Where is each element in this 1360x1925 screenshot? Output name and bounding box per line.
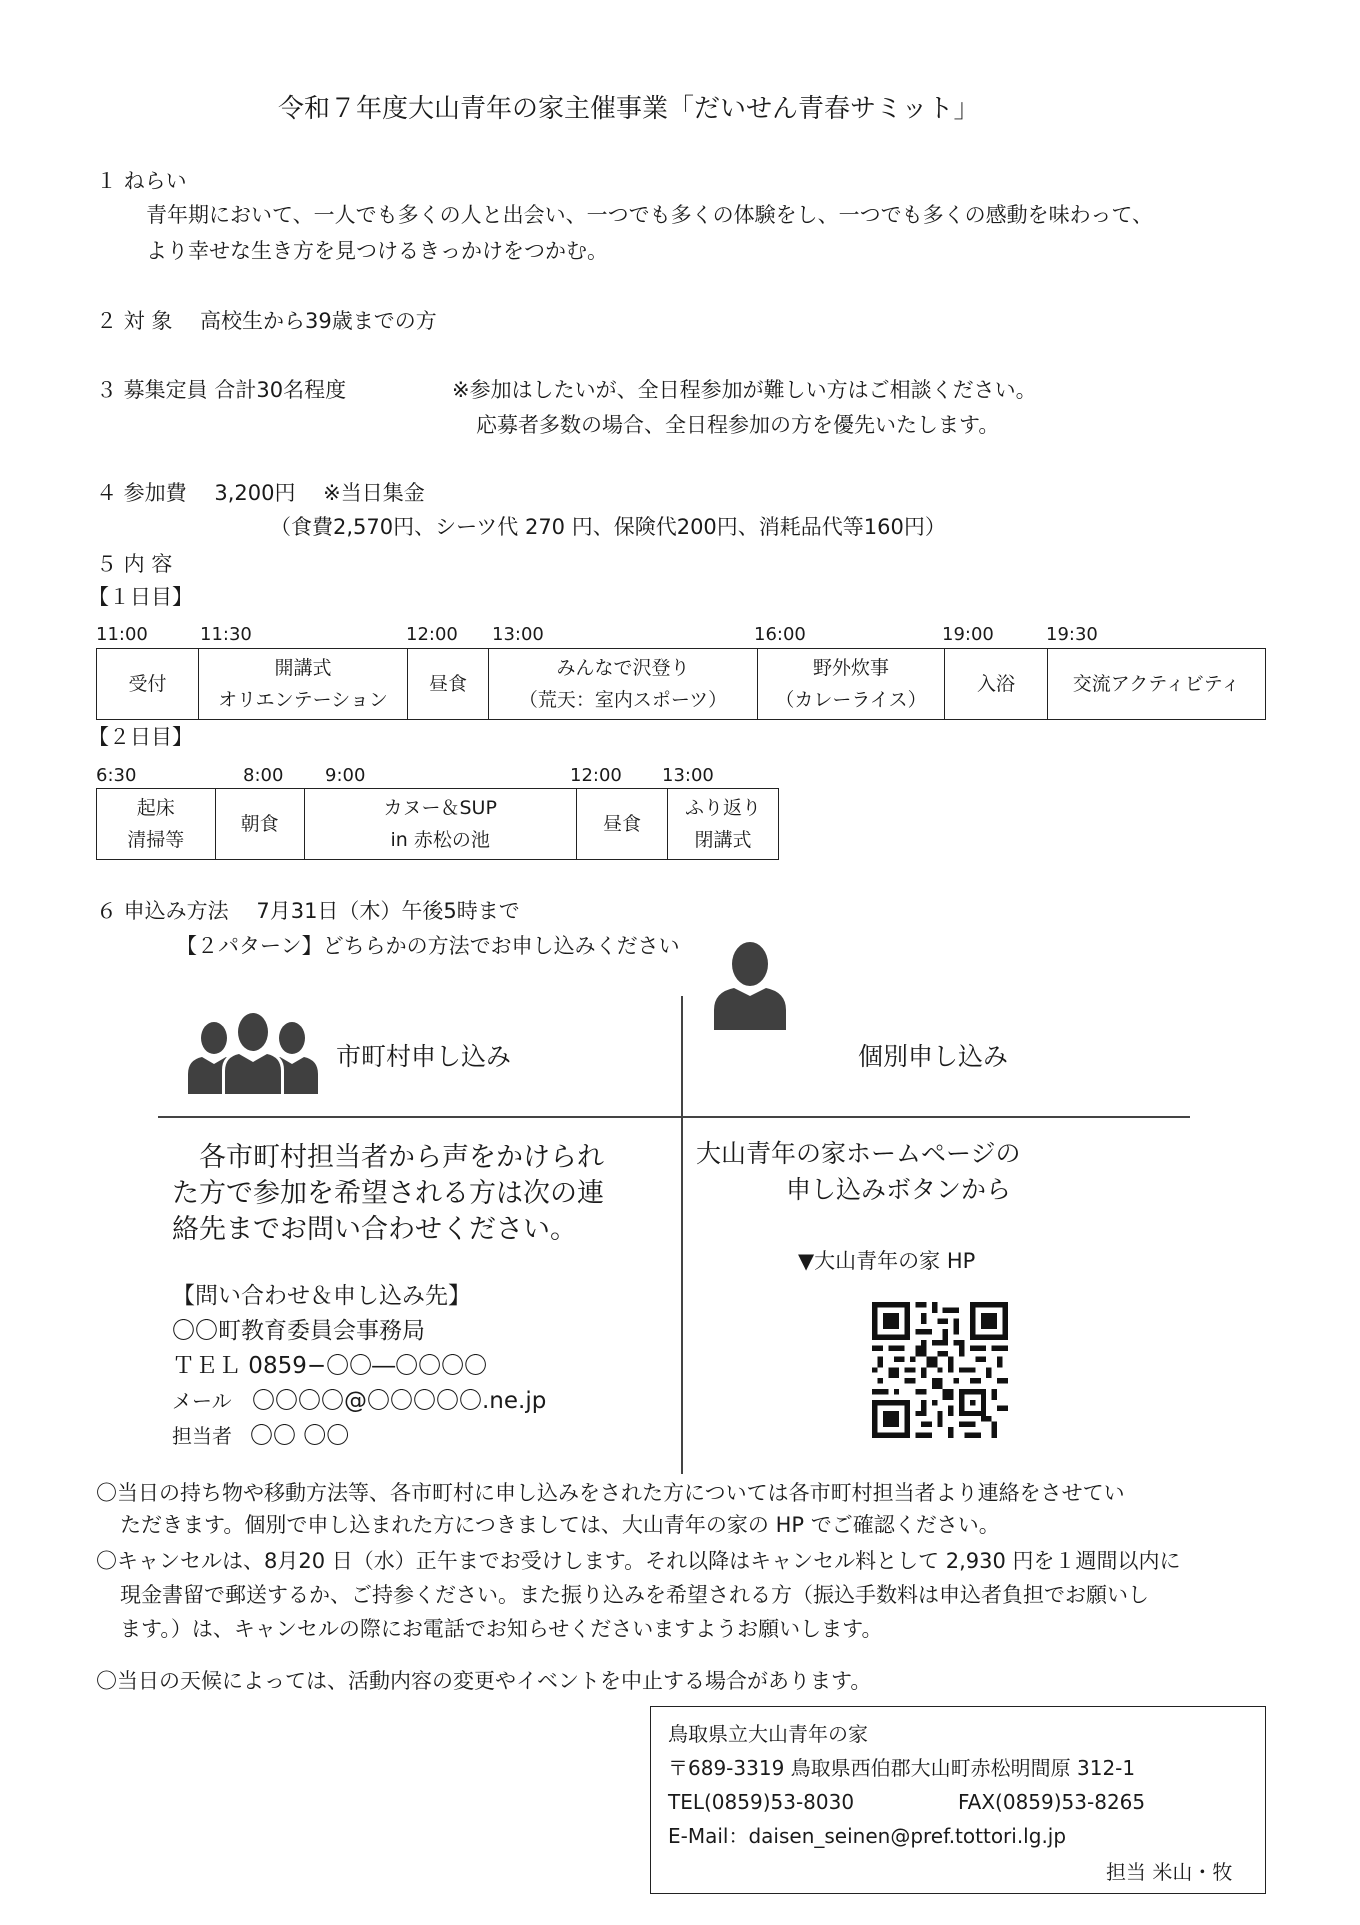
day1-time: 16:00	[754, 624, 806, 645]
schedule-cell: 起床 清掃等	[97, 789, 216, 860]
schedule-cell: 受付	[97, 649, 199, 720]
day1-time: 11:00	[96, 624, 148, 645]
schedule-cell: 昼食	[408, 649, 489, 720]
section-4-fee: ４ 参加費 3,200円 ※当日集金	[96, 481, 425, 505]
contact-office: 〇〇町教育委員会事務局	[172, 1318, 425, 1344]
schedule-cell: 昼食	[576, 789, 667, 860]
section-1-line-1: 青年期において、一人でも多くの人と出会い、一つでも多くの体験をし、一つでも多くの感動を味わって、	[146, 203, 1153, 227]
day-1-schedule	[96, 648, 1266, 720]
section-6-sub: 【２パターン】どちらかの方法でお申し込みください	[176, 934, 680, 958]
section-1-heading: １ ねらい	[96, 169, 187, 193]
municipal-line-2: た方で参加を希望される方は次の連	[172, 1178, 604, 1209]
day1-time: 12:00	[406, 624, 458, 645]
day1-time: 19:30	[1046, 624, 1098, 645]
schedule-cell: カヌー＆SUP in 赤松の池	[304, 789, 576, 860]
day2-time: 9:00	[325, 765, 366, 786]
day-1-label: 【１日目】	[88, 585, 193, 609]
org-tel: TEL(0859)53-8030	[668, 1790, 855, 1814]
note-1-line-1: 〇当日の持ち物や移動方法等、各市町村に申し込みをされた方については各市町村担当者より連絡をさせてい	[96, 1481, 1125, 1505]
day1-time: 13:00	[492, 624, 544, 645]
day2-time: 13:00	[662, 765, 714, 786]
schedule-cell: 交流アクティビティ	[1048, 649, 1266, 720]
schedule-cell: 野外炊事 （カレーライス）	[758, 649, 945, 720]
section-3-capacity: ３ 募集定員 合計30名程度	[96, 378, 347, 402]
note-1-line-2: ただきます。個別で申し込まれた方につきましては、大山青年の家の HP でご確認ください。	[120, 1513, 1000, 1537]
individual-line-2: 申し込みボタンから	[786, 1175, 1012, 1204]
note-2-line-1: 〇キャンセルは、8月20 日（水）正午までお受けします。それ以降はキャンセル料として 2,930 円を１週間以内に	[96, 1549, 1181, 1573]
org-staff: 担当 米山・牧	[1106, 1860, 1233, 1884]
day-2-label: 【２日目】	[88, 725, 193, 749]
org-email: E-Mail：daisen_seinen@pref.tottori.lg.jp	[668, 1824, 1067, 1848]
note-3: 〇当日の天候によっては、活動内容の変更やイベントを中止する場合があります。	[96, 1669, 872, 1693]
page-title: 令和７年度大山青年の家主催事業「だいせん青春サミット」	[278, 94, 980, 124]
section-6-deadline: ６ 申込み方法 7月31日（木）午後5時まで	[96, 899, 520, 923]
day2-time: 8:00	[243, 765, 284, 786]
section-3-note-1: ※参加はしたいが、全日程参加が難しい方はご相談ください。	[452, 378, 1037, 402]
contact-person: 〇〇 〇〇	[250, 1423, 350, 1449]
org-address: 〒689-3319 鳥取県西伯郡大山町赤松明間原 312-1	[668, 1756, 1136, 1780]
day2-time: 6:30	[96, 765, 137, 786]
person-icon	[710, 934, 790, 1030]
hp-label: ▼大山青年の家 HP	[798, 1249, 976, 1273]
day1-time: 19:00	[942, 624, 994, 645]
section-4-breakdown: （食費2,570円、シーツ代 270 円、保険代200円、消耗品代等160円）	[270, 515, 946, 539]
note-2-line-2: 現金書留で郵送するか、ご持参ください。また振り込みを希望される方（振込手数料は申込者負担でお願いし	[120, 1583, 1149, 1607]
section-2-target: ２ 対 象 高校生から39歳までの方	[96, 309, 437, 333]
qr-code[interactable]	[872, 1302, 1008, 1438]
contact-person-label: 担当者	[172, 1424, 232, 1448]
day2-time: 12:00	[570, 765, 622, 786]
org-fax: FAX(0859)53-8265	[958, 1790, 1146, 1814]
schedule-cell: みんなで沢登り （荒天：室内スポーツ）	[489, 649, 758, 720]
schedule-cell: 朝食	[215, 789, 304, 860]
section-1-line-2: より幸せな生き方を見つけるきっかけをつかむ。	[146, 239, 608, 263]
vertical-divider	[681, 996, 683, 1474]
contact-mail: 〇〇〇〇@〇〇〇〇〇.ne.jp	[252, 1388, 547, 1414]
contact-mail-label: メール	[172, 1389, 232, 1413]
section-3-note-2: 応募者多数の場合、全日程参加の方を優先いたします。	[476, 413, 1000, 437]
municipal-line-1: 各市町村担当者から声をかけられ	[172, 1142, 604, 1173]
org-name: 鳥取県立大山青年の家	[668, 1722, 868, 1746]
contact-tel: ＴＥＬ 0859−〇〇―〇〇〇〇	[172, 1353, 488, 1379]
horizontal-divider	[158, 1116, 1190, 1118]
section-5-heading: ５ 内 容	[96, 552, 173, 576]
day-2-schedule	[96, 788, 779, 860]
schedule-cell: 入浴	[945, 649, 1048, 720]
group-people-icon	[188, 1010, 318, 1094]
municipal-line-3: 絡先までお問い合わせください。	[172, 1214, 577, 1245]
individual-line-1: 大山青年の家ホームページの	[696, 1139, 1021, 1168]
note-2-line-3: ます。）は、キャンセルの際にお電話でお知らせくださいますようお願いします。	[120, 1617, 883, 1641]
individual-application-heading: 個別申し込み	[858, 1042, 1009, 1071]
day1-time: 11:30	[200, 624, 252, 645]
contact-heading: 【問い合わせ＆申し込み先】	[172, 1283, 471, 1309]
schedule-cell: ふり返り 閉講式	[668, 789, 779, 860]
municipal-application-heading: 市町村申し込み	[336, 1042, 512, 1071]
schedule-cell: 開講式 オリエンテーション	[199, 649, 408, 720]
